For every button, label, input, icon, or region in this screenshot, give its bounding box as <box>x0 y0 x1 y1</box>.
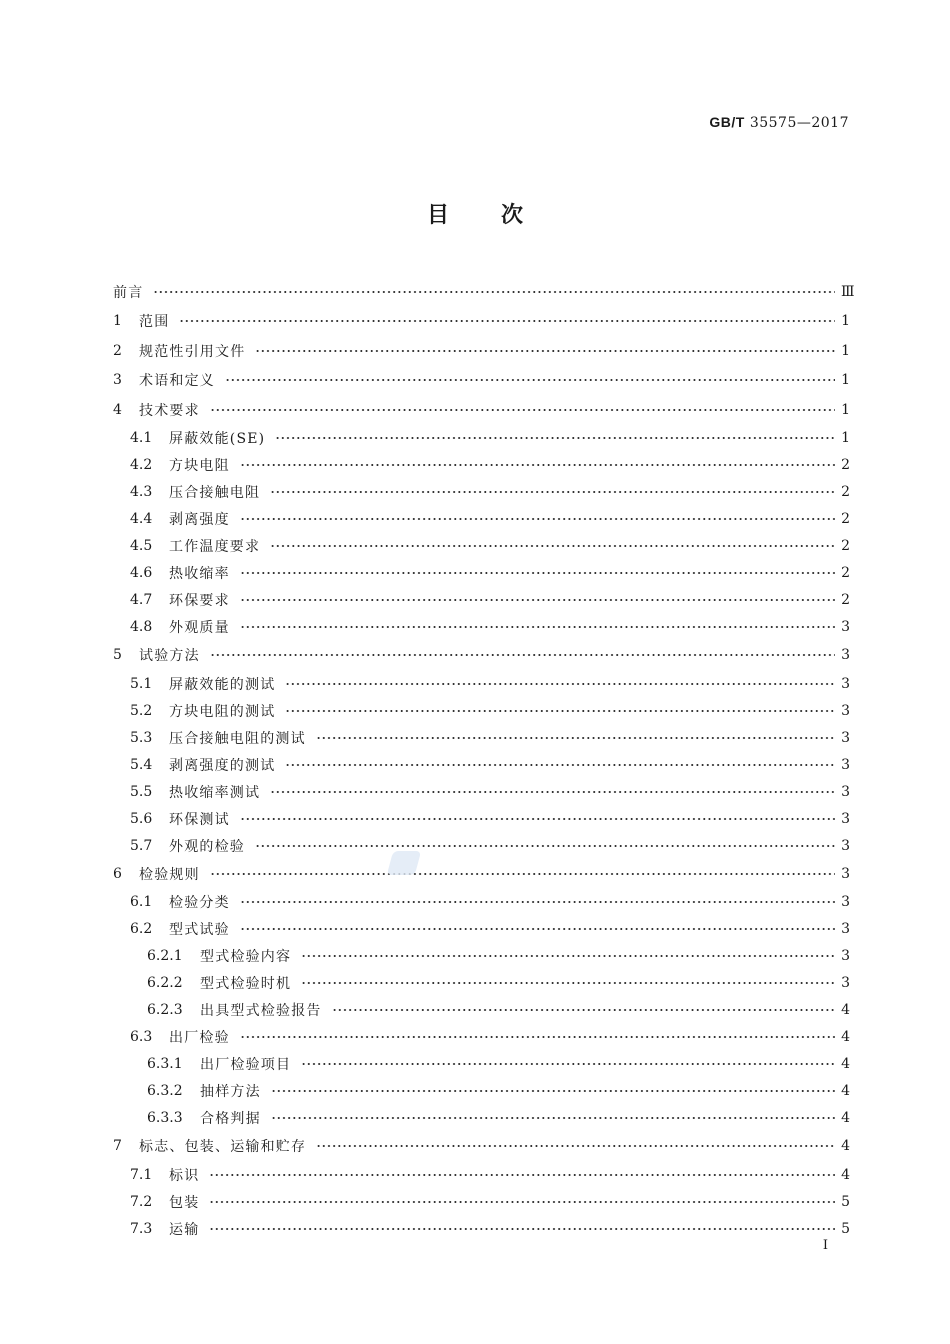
toc-entry[interactable] <box>113 1051 850 1078</box>
toc-entry-title: 术语和定义 <box>139 373 215 390</box>
toc-entry-page: 3 <box>841 921 850 937</box>
toc-entry-page: 4 <box>841 1029 850 1045</box>
toc-entry[interactable] <box>113 778 850 805</box>
toc-entry-page: 3 <box>841 810 850 827</box>
toc-entry-title: 前言 <box>113 284 144 301</box>
toc-dot-leader <box>285 707 835 715</box>
toc-entry-number: 4.1 <box>130 430 153 446</box>
toc-entry[interactable] <box>113 479 850 506</box>
toc-entry[interactable] <box>113 805 850 832</box>
toc-entry-title: 标识 <box>169 1167 200 1184</box>
toc-entry[interactable] <box>113 943 850 970</box>
toc-entry-page: 1 <box>841 342 850 359</box>
toc-entry-number: 4.2 <box>130 457 153 473</box>
toc-entry-page: 1 <box>841 372 850 389</box>
toc-entry-page: 2 <box>841 484 850 500</box>
toc-dot-leader <box>316 734 835 742</box>
toc-entry-number: 6.3.3 <box>147 1110 183 1126</box>
toc-dot-leader <box>270 488 835 496</box>
toc-entry-page: 2 <box>841 538 850 554</box>
toc-dot-leader <box>179 317 835 325</box>
toc-entry-title: 抽样方法 <box>200 1084 261 1100</box>
toc-entry-number: 6.1 <box>130 894 153 910</box>
toc-dot-leader <box>210 870 835 878</box>
toc-entry-page: 4 <box>841 1166 850 1183</box>
toc-dot-leader <box>316 1142 835 1150</box>
toc-dot-leader <box>240 596 835 604</box>
toc-entry-page: 3 <box>841 948 850 964</box>
toc-dot-leader <box>209 1198 835 1206</box>
toc-entry-title: 热收缩率 <box>169 566 230 582</box>
toc-dot-leader <box>285 761 835 769</box>
toc-entry[interactable] <box>113 916 850 943</box>
toc-entry-title: 压合接触电阻的测试 <box>169 730 306 747</box>
toc-entry-page: Ⅲ <box>841 283 855 300</box>
toc-entry-number: 5.1 <box>130 675 153 692</box>
toc-entry-title: 出具型式检验报告 <box>200 1003 322 1019</box>
toc-entry-number: 6.2 <box>130 921 153 937</box>
toc-entry-number: 7.3 <box>130 1220 153 1237</box>
toc-entry-page: 3 <box>841 756 850 773</box>
toc-entry-number: 6.2.2 <box>147 975 183 991</box>
toc-entry[interactable] <box>113 859 850 889</box>
toc-entry-title: 外观的检验 <box>169 838 245 855</box>
toc-entry[interactable] <box>113 1024 850 1051</box>
toc-entry-number: 6.3.1 <box>147 1056 183 1072</box>
toc-entry-title: 剥离强度 <box>169 512 230 528</box>
toc-title: 目次 <box>426 203 575 228</box>
toc-entry-number: 5 <box>113 647 122 664</box>
toc-entry-number: 1 <box>113 313 122 330</box>
toc-entry-number: 5.6 <box>130 810 153 827</box>
toc-entry-title: 试验方法 <box>139 648 200 665</box>
table-of-contents <box>113 277 855 1242</box>
toc-entry-title: 屏蔽效能(SE) <box>169 431 266 447</box>
standard-prefix: GB/T <box>709 114 745 130</box>
toc-dot-leader <box>255 842 835 850</box>
toc-entry-number: 4.7 <box>130 592 153 608</box>
toc-entry-title: 合格判据 <box>200 1111 261 1127</box>
toc-dot-leader <box>240 925 835 933</box>
toc-dot-leader <box>285 680 835 688</box>
toc-entry-number: 4.8 <box>130 619 153 635</box>
toc-dot-leader <box>209 1225 835 1233</box>
standard-code <box>709 114 849 131</box>
toc-entry-title: 环保要求 <box>169 593 230 609</box>
toc-dot-leader <box>240 1033 835 1041</box>
toc-entry-page: 2 <box>841 592 850 608</box>
toc-entry-number: 4.3 <box>130 484 153 500</box>
toc-entry-number: 4 <box>113 401 122 418</box>
toc-dot-leader <box>210 651 835 659</box>
toc-entry-page: 5 <box>841 1220 850 1237</box>
toc-entry[interactable] <box>113 1161 850 1188</box>
toc-dot-leader <box>301 952 835 960</box>
toc-entry-title: 检验规则 <box>139 866 200 883</box>
toc-entry[interactable] <box>113 307 850 337</box>
toc-entry[interactable] <box>113 587 850 614</box>
toc-entry-page: 3 <box>841 702 850 719</box>
toc-entry-number: 5.7 <box>130 837 153 854</box>
toc-dot-leader <box>240 569 835 577</box>
toc-entry-page: 3 <box>841 783 850 800</box>
toc-entry-number: 7.1 <box>130 1166 153 1183</box>
toc-entry-page: 2 <box>841 511 850 527</box>
toc-entry-number: 5.3 <box>130 729 153 746</box>
toc-entry-page: 3 <box>841 837 850 854</box>
toc-entry-page: 1 <box>841 401 850 418</box>
toc-dot-leader <box>209 1171 835 1179</box>
toc-entry-number: 4.6 <box>130 565 153 581</box>
toc-entry[interactable] <box>113 560 850 587</box>
toc-entry[interactable] <box>113 1132 850 1162</box>
toc-entry[interactable] <box>113 336 850 366</box>
toc-entry-page: 3 <box>841 865 850 882</box>
toc-entry-page: 3 <box>841 647 850 664</box>
toc-entry-page: 4 <box>841 1138 850 1155</box>
toc-entry-page: 4 <box>841 1002 850 1018</box>
toc-entry-title: 出厂检验 <box>169 1030 230 1046</box>
toc-entry-title: 环保测试 <box>169 811 230 828</box>
toc-entry-page: 1 <box>841 313 850 330</box>
toc-entry-number: 2 <box>113 342 122 359</box>
toc-dot-leader <box>210 406 835 414</box>
toc-entry-title: 工作温度要求 <box>169 539 261 555</box>
toc-entry-title: 运输 <box>169 1221 200 1238</box>
toc-entry-page: 4 <box>841 1083 850 1099</box>
toc-dot-leader <box>301 979 835 987</box>
toc-entry[interactable] <box>113 751 850 778</box>
toc-dot-leader <box>225 376 835 384</box>
toc-entry-number: 7 <box>113 1138 122 1155</box>
toc-entry-title: 检验分类 <box>169 895 230 911</box>
toc-entry-number: 5.4 <box>130 756 153 773</box>
toc-entry[interactable] <box>113 425 850 452</box>
toc-dot-leader <box>240 623 835 631</box>
toc-entry-page: 5 <box>841 1193 850 1210</box>
toc-entry[interactable] <box>113 1078 850 1105</box>
toc-entry-number: 5.5 <box>130 783 153 800</box>
toc-entry[interactable] <box>113 832 850 859</box>
page-number: I <box>822 1238 828 1253</box>
toc-entry-title: 规范性引用文件 <box>139 343 246 360</box>
toc-entry-page: 3 <box>841 619 850 635</box>
toc-entry-title: 范围 <box>139 314 170 331</box>
toc-entry-title: 技术要求 <box>139 402 200 419</box>
toc-entry[interactable] <box>113 366 850 396</box>
toc-dot-leader <box>271 1114 835 1122</box>
standard-number: 35575—2017 <box>749 115 849 131</box>
toc-entry[interactable] <box>113 277 855 307</box>
toc-entry-title: 屏蔽效能的测试 <box>169 676 276 693</box>
toc-entry-title: 剥离强度的测试 <box>169 757 276 774</box>
toc-entry-page: 4 <box>841 1056 850 1072</box>
toc-entry-title: 方块电阻 <box>169 458 230 474</box>
toc-dot-leader <box>255 347 835 355</box>
toc-entry-page: 3 <box>841 975 850 991</box>
toc-entry-number: 6.3.2 <box>147 1083 183 1099</box>
toc-entry-number: 6.2.1 <box>147 948 183 964</box>
toc-entry[interactable] <box>113 1188 850 1215</box>
toc-entry[interactable] <box>113 889 850 916</box>
toc-entry-title: 方块电阻的测试 <box>169 703 276 720</box>
toc-entry-page: 3 <box>841 675 850 692</box>
toc-entry-title: 型式检验时机 <box>200 976 292 992</box>
toc-entry[interactable] <box>113 395 850 425</box>
toc-dot-leader <box>240 461 835 469</box>
toc-entry-number: 4.4 <box>130 511 153 527</box>
toc-entry-number: 6.3 <box>130 1029 153 1045</box>
toc-dot-leader <box>332 1006 835 1014</box>
toc-entry-number: 4.5 <box>130 538 153 554</box>
toc-entry-number: 6.2.3 <box>147 1002 183 1018</box>
toc-entry-page: 2 <box>841 565 850 581</box>
toc-dot-leader <box>240 515 835 523</box>
toc-entry[interactable] <box>113 724 850 751</box>
toc-entry-title: 包装 <box>169 1194 200 1211</box>
toc-entry-page: 4 <box>841 1110 850 1126</box>
toc-entry-title: 出厂检验项目 <box>200 1057 292 1073</box>
toc-entry-page: 3 <box>841 729 850 746</box>
toc-dot-leader <box>270 542 835 550</box>
toc-dot-leader <box>270 788 835 796</box>
toc-entry[interactable] <box>113 1105 850 1132</box>
toc-entry[interactable] <box>113 970 850 997</box>
toc-entry-title: 型式检验内容 <box>200 949 292 965</box>
toc-entry[interactable] <box>113 506 850 533</box>
toc-entry[interactable] <box>113 533 850 560</box>
toc-entry-title: 标志、包装、运输和贮存 <box>139 1139 307 1156</box>
toc-entry-title: 压合接触电阻 <box>169 485 261 501</box>
toc-entry-title: 型式试验 <box>169 922 230 938</box>
toc-entry-title: 外观质量 <box>169 620 230 636</box>
toc-entry[interactable] <box>113 452 850 479</box>
toc-entry[interactable] <box>113 697 850 724</box>
toc-entry-page: 2 <box>841 457 850 473</box>
toc-entry[interactable] <box>113 641 850 671</box>
toc-entry-page: 3 <box>841 894 850 910</box>
toc-entry-number: 3 <box>113 372 122 389</box>
toc-dot-leader <box>301 1060 835 1068</box>
toc-entry[interactable] <box>113 670 850 697</box>
toc-dot-leader <box>271 1087 835 1095</box>
toc-entry[interactable] <box>113 614 850 641</box>
toc-dot-leader <box>240 898 835 906</box>
toc-entry[interactable] <box>113 1215 850 1242</box>
toc-entry-page: 1 <box>841 430 850 446</box>
toc-entry-number: 6 <box>113 865 122 882</box>
toc-dot-leader <box>240 815 835 823</box>
toc-dot-leader <box>153 288 835 296</box>
toc-entry[interactable] <box>113 997 850 1024</box>
toc-entry-number: 5.2 <box>130 702 153 719</box>
toc-entry-title: 热收缩率测试 <box>169 784 261 801</box>
toc-dot-leader <box>275 434 835 442</box>
toc-entry-number: 7.2 <box>130 1193 153 1210</box>
